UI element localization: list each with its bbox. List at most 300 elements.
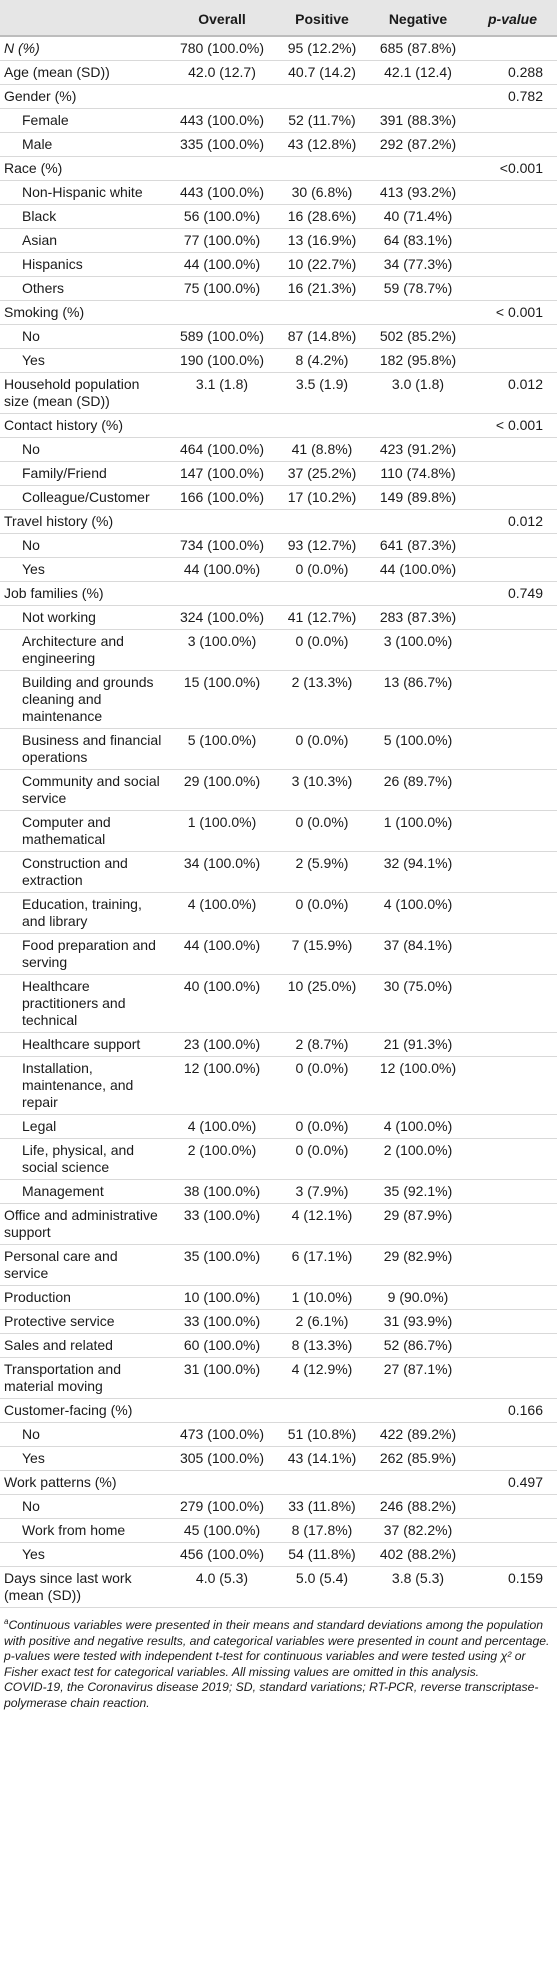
row-label: No xyxy=(22,1426,40,1442)
cell-negative: 35 (92.1%) xyxy=(383,1183,453,1199)
cell-negative: 37 (84.1%) xyxy=(383,937,453,953)
cell-overall: 31 (100.0%) xyxy=(183,1361,261,1377)
table-body xyxy=(0,36,557,1608)
cell-pvalue: 0.012 xyxy=(507,376,543,392)
table-row xyxy=(0,1033,557,1057)
cell-negative: 3 (100.0%) xyxy=(383,633,453,649)
cell-negative: 391 (88.3%) xyxy=(379,112,457,128)
row-label: Healthcare practitioners and technical xyxy=(22,978,126,1028)
cell-negative: 40 (71.4%) xyxy=(383,208,453,224)
table-row xyxy=(0,671,557,729)
cell-pvalue xyxy=(468,558,557,582)
row-label: Transportation and material moving xyxy=(4,1361,121,1394)
table-row xyxy=(0,1115,557,1139)
table-row xyxy=(0,36,557,61)
row-label: Female xyxy=(22,112,69,128)
cell-pvalue xyxy=(468,181,557,205)
row-label: Building and grounds cleaning and maintenance xyxy=(22,674,154,724)
cell-pvalue xyxy=(468,1543,557,1567)
row-label: Work from home xyxy=(22,1522,126,1538)
table-row xyxy=(0,157,557,181)
cell-positive: 33 (11.8%) xyxy=(288,1498,356,1514)
cell-negative xyxy=(368,301,468,325)
row-label: Sales and related xyxy=(4,1337,113,1353)
row-label: Yes xyxy=(22,352,45,368)
table-row xyxy=(0,325,557,349)
footnote-text: Continuous variables were presented in their means and standard deviations among the population with positive and negative results, and categorical variables were presented in count and percentage. p-values were tested with independent t-test for continuous variables and were tested using χ² or Fisher exact test for categorical variables. All missing values are omitted in this analysis. xyxy=(4,1618,550,1679)
cell-negative: 1 (100.0%) xyxy=(383,814,453,830)
cell-negative xyxy=(368,414,468,438)
row-label: Black xyxy=(22,208,57,224)
cell-positive: 0 (0.0%) xyxy=(295,633,349,649)
cell-overall: 29 (100.0%) xyxy=(183,773,261,789)
row-label: Personal care and service xyxy=(4,1248,118,1281)
table-row xyxy=(0,811,557,852)
cell-overall: 33 (100.0%) xyxy=(183,1207,261,1223)
cell-positive: 3 (7.9%) xyxy=(295,1183,349,1199)
table-row xyxy=(0,1334,557,1358)
cell-negative: 9 (90.0%) xyxy=(387,1289,449,1305)
cell-negative: 64 (83.1%) xyxy=(383,232,453,248)
cell-negative: 59 (78.7%) xyxy=(383,280,453,296)
header-positive: Positive xyxy=(276,0,368,36)
cell-positive: 93 (12.7%) xyxy=(287,537,357,553)
cell-pvalue xyxy=(468,671,557,729)
table-row xyxy=(0,1057,557,1115)
row-label: Asian xyxy=(22,232,58,248)
table-row xyxy=(0,770,557,811)
row-label: Non-Hispanic white xyxy=(22,184,143,200)
table-row xyxy=(0,1447,557,1471)
table-row xyxy=(0,181,557,205)
row-label: Age (mean (SD)) xyxy=(4,64,110,80)
cell-negative: 4 (100.0%) xyxy=(383,896,453,912)
row-label: Life, physical, and social science xyxy=(22,1142,135,1175)
table-row xyxy=(0,205,557,229)
cell-pvalue: < 0.001 xyxy=(495,417,543,433)
row-label: Days since last work (mean (SD)) xyxy=(4,1570,132,1603)
row-label: Smoking (%) xyxy=(4,304,85,320)
cell-overall: 3 (100.0%) xyxy=(187,633,257,649)
cell-overall: 75 (100.0%) xyxy=(183,280,261,296)
table-row xyxy=(0,1286,557,1310)
cell-positive xyxy=(276,1471,368,1495)
cell-pvalue xyxy=(468,438,557,462)
cell-overall: 33 (100.0%) xyxy=(183,1313,261,1329)
table-row xyxy=(0,1180,557,1204)
cell-positive: 40.7 (14.2) xyxy=(288,64,356,80)
cell-pvalue xyxy=(468,36,557,61)
cell-overall: 464 (100.0%) xyxy=(179,441,265,457)
row-label: Hispanics xyxy=(22,256,83,272)
row-label: Job families (%) xyxy=(4,585,104,601)
row-label: Community and social service xyxy=(22,773,160,806)
cell-negative xyxy=(368,157,468,181)
row-label: Protective service xyxy=(4,1313,115,1329)
row-label: Customer-facing (%) xyxy=(4,1402,133,1418)
cell-pvalue: 0.012 xyxy=(507,513,543,529)
cell-positive xyxy=(276,157,368,181)
cell-positive: 0 (0.0%) xyxy=(295,1060,349,1076)
cell-positive: 0 (0.0%) xyxy=(295,1142,349,1158)
cell-negative: 641 (87.3%) xyxy=(379,537,457,553)
cell-pvalue xyxy=(468,486,557,510)
table-row xyxy=(0,1471,557,1495)
cell-pvalue: 0.166 xyxy=(507,1402,543,1418)
cell-positive: 8 (17.8%) xyxy=(291,1522,353,1538)
cell-negative: 4 (100.0%) xyxy=(383,1118,453,1134)
table-row xyxy=(0,253,557,277)
cell-positive: 0 (0.0%) xyxy=(295,732,349,748)
row-label: Yes xyxy=(22,561,45,577)
cell-pvalue xyxy=(468,1033,557,1057)
cell-negative: 685 (87.8%) xyxy=(379,40,457,56)
cell-overall: 45 (100.0%) xyxy=(183,1522,261,1538)
row-label: Household population size (mean (SD)) xyxy=(4,376,140,409)
row-label: Business and financial operations xyxy=(22,732,162,765)
cell-pvalue xyxy=(468,462,557,486)
cell-positive: 30 (6.8%) xyxy=(291,184,353,200)
cell-negative: 32 (94.1%) xyxy=(383,855,453,871)
cell-pvalue xyxy=(468,975,557,1033)
cell-negative: 413 (93.2%) xyxy=(379,184,457,200)
cell-pvalue xyxy=(468,133,557,157)
cell-positive: 41 (8.8%) xyxy=(291,441,353,457)
cell-positive: 37 (25.2%) xyxy=(287,465,357,481)
cell-pvalue xyxy=(468,534,557,558)
cell-positive: 2 (6.1%) xyxy=(295,1313,349,1329)
table-row xyxy=(0,534,557,558)
cell-pvalue xyxy=(468,109,557,133)
table-row xyxy=(0,85,557,109)
cell-negative: 246 (88.2%) xyxy=(379,1498,457,1514)
table-row xyxy=(0,414,557,438)
cell-negative: 30 (75.0%) xyxy=(383,978,453,994)
cell-overall: 34 (100.0%) xyxy=(183,855,261,871)
cell-pvalue xyxy=(468,1519,557,1543)
table-row xyxy=(0,61,557,85)
cell-positive xyxy=(276,414,368,438)
cell-pvalue xyxy=(468,1115,557,1139)
cell-overall: 473 (100.0%) xyxy=(179,1426,265,1442)
cell-pvalue xyxy=(468,770,557,811)
row-label: Management xyxy=(22,1183,104,1199)
header-negative: Negative xyxy=(368,0,468,36)
table-row xyxy=(0,462,557,486)
cell-negative xyxy=(368,1399,468,1423)
row-label: Installation, maintenance, and repair xyxy=(22,1060,134,1110)
cell-overall: 2 (100.0%) xyxy=(187,1142,257,1158)
cell-pvalue: 0.288 xyxy=(507,64,543,80)
row-label: Contact history (%) xyxy=(4,417,124,433)
cell-positive: 51 (10.8%) xyxy=(287,1426,357,1442)
row-label: No xyxy=(22,1498,40,1514)
cell-overall: 60 (100.0%) xyxy=(183,1337,261,1353)
cell-overall: 44 (100.0%) xyxy=(183,937,261,953)
cell-pvalue xyxy=(468,893,557,934)
table-row xyxy=(0,852,557,893)
cell-positive: 0 (0.0%) xyxy=(295,896,349,912)
cell-pvalue: 0.497 xyxy=(507,1474,543,1490)
cell-negative: 34 (77.3%) xyxy=(383,256,453,272)
cell-negative: 3.0 (1.8) xyxy=(391,376,445,392)
cell-positive: 87 (14.8%) xyxy=(287,328,357,344)
table-row xyxy=(0,558,557,582)
table-row xyxy=(0,1543,557,1567)
footnote xyxy=(4,1614,551,1680)
header-pvalue: p-value xyxy=(468,0,557,36)
table-row xyxy=(0,349,557,373)
cell-pvalue xyxy=(468,1139,557,1180)
cell-pvalue xyxy=(468,349,557,373)
table-row xyxy=(0,630,557,671)
cell-positive: 0 (0.0%) xyxy=(295,561,349,577)
cell-pvalue xyxy=(468,811,557,852)
cell-negative: 283 (87.3%) xyxy=(379,609,457,625)
row-label: No xyxy=(22,441,40,457)
cell-negative xyxy=(368,85,468,109)
table-row xyxy=(0,373,557,414)
cell-negative: 27 (87.1%) xyxy=(383,1361,453,1377)
cell-negative: 3.8 (5.3) xyxy=(391,1570,445,1586)
cell-positive: 3 (10.3%) xyxy=(291,773,353,789)
cell-positive: 0 (0.0%) xyxy=(295,814,349,830)
row-label: Food preparation and serving xyxy=(22,937,156,970)
row-label: Male xyxy=(22,136,53,152)
cell-negative: 31 (93.9%) xyxy=(383,1313,453,1329)
row-label: Travel history (%) xyxy=(4,513,114,529)
cell-pvalue xyxy=(468,729,557,770)
cell-positive: 43 (14.1%) xyxy=(287,1450,357,1466)
table-notes xyxy=(0,1608,557,1711)
cell-overall: 166 (100.0%) xyxy=(179,489,265,505)
cell-positive xyxy=(276,85,368,109)
row-label: Computer and mathematical xyxy=(22,814,111,847)
table-header xyxy=(0,0,557,36)
row-label: Colleague/Customer xyxy=(22,489,150,505)
row-label: Healthcare support xyxy=(22,1036,141,1052)
table-row xyxy=(0,109,557,133)
cell-pvalue xyxy=(468,1423,557,1447)
cell-negative: 182 (95.8%) xyxy=(379,352,457,368)
cell-negative: 110 (74.8%) xyxy=(380,465,456,481)
table-row xyxy=(0,510,557,534)
cell-negative: 262 (85.9%) xyxy=(379,1450,457,1466)
cell-overall: 15 (100.0%) xyxy=(183,674,261,690)
cell-pvalue xyxy=(468,325,557,349)
row-label: N (%) xyxy=(4,40,40,56)
table-row xyxy=(0,1310,557,1334)
cell-overall: 190 (100.0%) xyxy=(179,352,265,368)
row-label: Others xyxy=(22,280,65,296)
cell-positive xyxy=(276,510,368,534)
cell-overall: 23 (100.0%) xyxy=(183,1036,261,1052)
cell-negative: 5 (100.0%) xyxy=(383,732,453,748)
footnote-marker: a xyxy=(4,1617,9,1626)
cell-pvalue: 0.749 xyxy=(507,585,543,601)
cell-overall: 35 (100.0%) xyxy=(183,1248,261,1264)
table-row xyxy=(0,438,557,462)
table-row xyxy=(0,934,557,975)
row-label: Education, training, and library xyxy=(22,896,142,929)
cell-positive: 2 (13.3%) xyxy=(291,674,353,690)
cell-pvalue xyxy=(468,1180,557,1204)
cell-overall: 147 (100.0%) xyxy=(179,465,265,481)
cell-overall: 56 (100.0%) xyxy=(183,208,261,224)
table-row xyxy=(0,1423,557,1447)
cell-overall: 4 (100.0%) xyxy=(187,896,257,912)
cell-pvalue xyxy=(468,630,557,671)
header-variable xyxy=(0,0,168,36)
row-label: Legal xyxy=(22,1118,57,1134)
cell-overall xyxy=(168,582,276,606)
cell-pvalue xyxy=(468,205,557,229)
cell-positive: 43 (12.8%) xyxy=(287,136,357,152)
cell-overall: 1 (100.0%) xyxy=(187,814,257,830)
cell-overall: 335 (100.0%) xyxy=(179,136,265,152)
cell-pvalue xyxy=(468,1310,557,1334)
row-label: Gender (%) xyxy=(4,88,77,104)
cell-overall xyxy=(168,85,276,109)
cell-negative: 26 (89.7%) xyxy=(383,773,453,789)
row-label: Architecture and engineering xyxy=(22,633,124,666)
cell-overall: 443 (100.0%) xyxy=(179,112,265,128)
row-label: Production xyxy=(4,1289,71,1305)
cell-negative: 42.1 (12.4) xyxy=(384,64,452,80)
cell-overall: 456 (100.0%) xyxy=(179,1546,265,1562)
cell-pvalue xyxy=(468,277,557,301)
cell-overall: 44 (100.0%) xyxy=(183,256,261,272)
cell-positive: 41 (12.7%) xyxy=(287,609,357,625)
cell-overall: 3.1 (1.8) xyxy=(195,376,249,392)
cell-negative: 149 (89.8%) xyxy=(379,489,457,505)
table-row xyxy=(0,229,557,253)
cell-positive: 4 (12.1%) xyxy=(291,1207,353,1223)
row-label: Yes xyxy=(22,1450,45,1466)
cell-pvalue xyxy=(468,1495,557,1519)
cell-positive: 8 (4.2%) xyxy=(295,352,349,368)
cell-negative: 29 (87.9%) xyxy=(383,1207,453,1223)
cell-overall: 780 (100.0%) xyxy=(179,40,265,56)
cell-negative: 423 (91.2%) xyxy=(379,441,457,457)
table-row xyxy=(0,1495,557,1519)
cell-overall: 44 (100.0%) xyxy=(183,561,261,577)
table-row xyxy=(0,893,557,934)
header-overall: Overall xyxy=(168,0,276,36)
cell-positive: 17 (10.2%) xyxy=(287,489,357,505)
table-row xyxy=(0,975,557,1033)
cell-negative: 29 (82.9%) xyxy=(383,1248,453,1264)
cell-overall: 4 (100.0%) xyxy=(187,1118,257,1134)
cell-overall: 12 (100.0%) xyxy=(183,1060,261,1076)
cell-overall xyxy=(168,301,276,325)
cell-pvalue xyxy=(468,229,557,253)
row-label: No xyxy=(22,537,40,553)
cell-pvalue: <0.001 xyxy=(499,160,543,176)
cell-negative: 13 (86.7%) xyxy=(383,674,453,690)
cell-pvalue xyxy=(468,1057,557,1115)
table-row xyxy=(0,1567,557,1608)
row-label: Not working xyxy=(22,609,96,625)
row-label: Race (%) xyxy=(4,160,63,176)
table-row xyxy=(0,1245,557,1286)
cell-positive: 6 (17.1%) xyxy=(291,1248,353,1264)
cell-overall: 324 (100.0%) xyxy=(179,609,265,625)
cell-overall: 305 (100.0%) xyxy=(179,1450,265,1466)
cell-positive: 2 (5.9%) xyxy=(295,855,349,871)
cell-negative: 292 (87.2%) xyxy=(379,136,457,152)
cell-positive: 3.5 (1.9) xyxy=(295,376,349,392)
cell-negative xyxy=(368,510,468,534)
table-row xyxy=(0,1204,557,1245)
cell-positive: 16 (28.6%) xyxy=(287,208,357,224)
cell-negative: 502 (85.2%) xyxy=(379,328,457,344)
cell-pvalue xyxy=(468,1204,557,1245)
cell-positive: 52 (11.7%) xyxy=(288,112,356,128)
cell-negative: 422 (89.2%) xyxy=(379,1426,457,1442)
cell-pvalue xyxy=(468,1286,557,1310)
cell-negative: 21 (91.3%) xyxy=(383,1036,453,1052)
cell-pvalue xyxy=(468,1334,557,1358)
table-row xyxy=(0,1519,557,1543)
cell-positive: 13 (16.9%) xyxy=(287,232,357,248)
cell-overall: 589 (100.0%) xyxy=(179,328,265,344)
cell-overall xyxy=(168,1399,276,1423)
table-row xyxy=(0,486,557,510)
cell-overall: 5 (100.0%) xyxy=(187,732,257,748)
cell-overall: 77 (100.0%) xyxy=(183,232,261,248)
row-label: Construction and extraction xyxy=(22,855,128,888)
table-row xyxy=(0,729,557,770)
row-label: Work patterns (%) xyxy=(4,1474,117,1490)
cell-positive: 0 (0.0%) xyxy=(295,1118,349,1134)
cell-positive xyxy=(276,301,368,325)
cell-pvalue: 0.159 xyxy=(507,1570,543,1586)
row-label: No xyxy=(22,328,40,344)
table-row xyxy=(0,133,557,157)
cell-positive: 5.0 (5.4) xyxy=(295,1570,349,1586)
cell-positive: 1 (10.0%) xyxy=(291,1289,353,1305)
table-row xyxy=(0,582,557,606)
row-label: Office and administrative support xyxy=(4,1207,158,1240)
row-label: Family/Friend xyxy=(22,465,107,481)
cell-negative: 37 (82.2%) xyxy=(383,1522,453,1538)
cell-negative: 2 (100.0%) xyxy=(383,1142,453,1158)
cell-overall: 10 (100.0%) xyxy=(183,1289,261,1305)
cell-pvalue xyxy=(468,852,557,893)
cell-positive: 16 (21.3%) xyxy=(287,280,357,296)
table-row xyxy=(0,1358,557,1399)
cell-positive xyxy=(276,1399,368,1423)
cell-negative xyxy=(368,1471,468,1495)
cell-negative: 44 (100.0%) xyxy=(379,561,457,577)
header-row xyxy=(0,0,557,36)
cell-overall xyxy=(168,414,276,438)
cell-pvalue: 0.782 xyxy=(507,88,543,104)
cell-pvalue xyxy=(468,1447,557,1471)
row-label: Yes xyxy=(22,1546,45,1562)
cell-overall: 38 (100.0%) xyxy=(183,1183,261,1199)
cell-negative: 52 (86.7%) xyxy=(383,1337,453,1353)
cell-pvalue xyxy=(468,606,557,630)
cell-overall xyxy=(168,1471,276,1495)
cell-pvalue xyxy=(468,1358,557,1399)
cell-overall: 443 (100.0%) xyxy=(179,184,265,200)
cell-positive xyxy=(276,582,368,606)
cell-overall xyxy=(168,510,276,534)
cell-positive: 4 (12.9%) xyxy=(291,1361,353,1377)
cell-positive: 10 (25.0%) xyxy=(287,978,357,994)
